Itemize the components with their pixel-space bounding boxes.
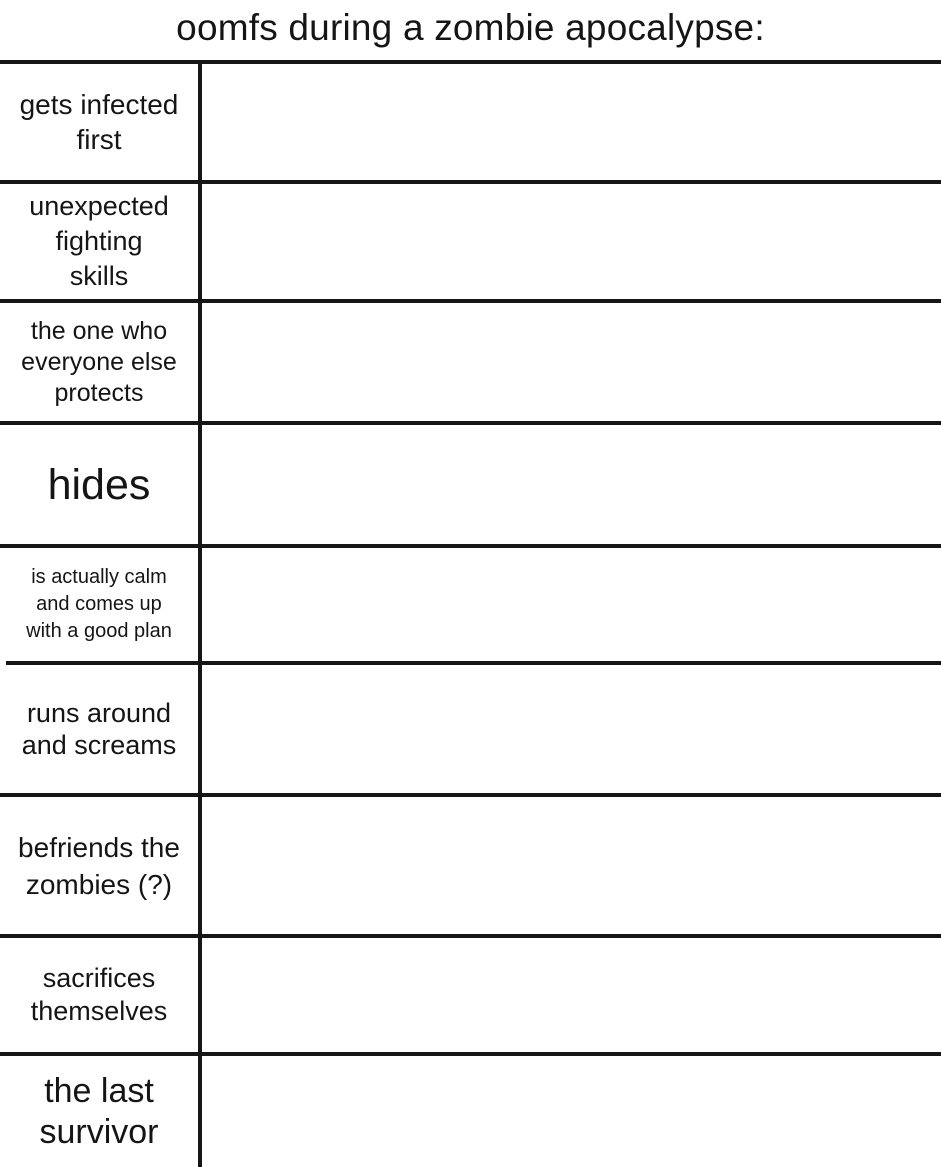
row-label-text: gets infected first	[19, 89, 179, 155]
row-label-runs-and-screams	[0, 665, 198, 793]
answer-cell-8	[202, 938, 941, 1052]
row-label-text: is actually calm and comes up with a good plan	[26, 566, 172, 642]
answer-cell-7	[202, 797, 941, 934]
row-label-text: sacrifices themselves	[30, 963, 168, 1026]
row-label-text: runs around and screams	[21, 698, 177, 760]
row-label-gets-infected-first	[0, 64, 198, 180]
row-label-last-survivor	[0, 1056, 198, 1167]
chart-title: oomfs during a zombie apocalypse:	[176, 7, 765, 48]
answer-cell-1	[202, 64, 941, 180]
row-label-text: the one who everyone else protects	[21, 316, 177, 407]
row-label-text: befriends the zombies (?)	[18, 831, 180, 900]
row-label-hides	[0, 425, 198, 544]
answer-cell-6	[202, 665, 941, 793]
answer-cell-3	[202, 303, 941, 421]
row-label-text: the last survivor	[39, 1071, 159, 1151]
answer-cell-9	[202, 1056, 941, 1167]
answer-cell-4	[202, 425, 941, 544]
row-label-sacrifices-themselves	[0, 938, 198, 1052]
row-label-text: hides	[47, 460, 151, 509]
row-label-text: unexpected fighting skills	[29, 191, 169, 291]
row-label-befriends-zombies	[0, 797, 198, 934]
row-label-protected-one	[0, 303, 198, 421]
answer-cell-5	[202, 548, 941, 661]
row-label-calm-planner	[0, 548, 198, 661]
row-label-unexpected-fighting-skills	[0, 184, 198, 299]
answer-cell-2	[202, 184, 941, 299]
